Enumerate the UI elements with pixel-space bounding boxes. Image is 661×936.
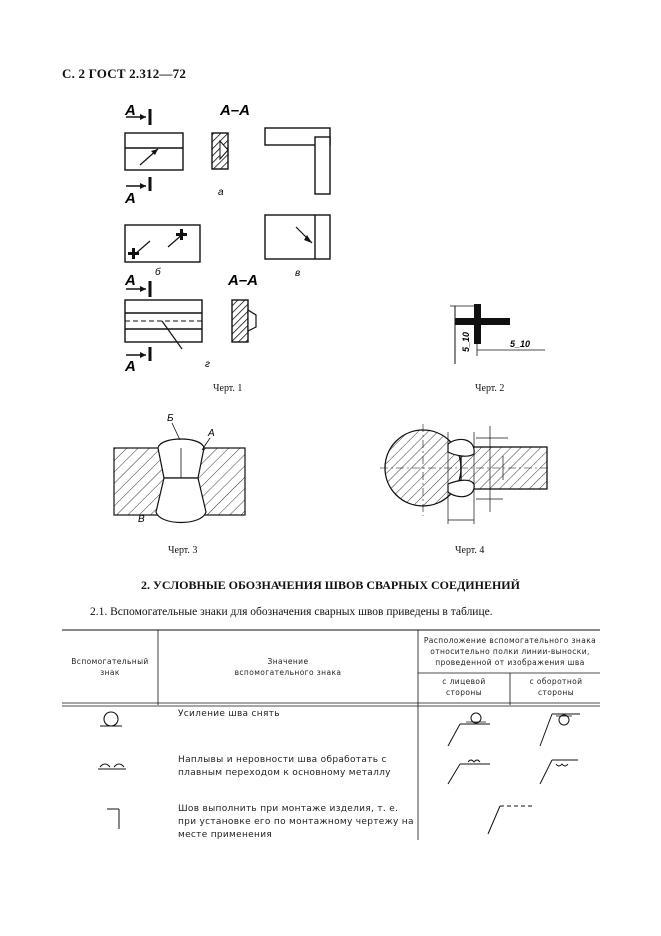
fig2-dim-horizontal: 5_10 bbox=[510, 339, 531, 349]
svg-text:А: А bbox=[125, 190, 136, 207]
table-row-3-meaning: Шов выполнить при монтаже изделия, т. е. при установке его по монтажному чертежу на месте применения bbox=[178, 804, 414, 840]
fig3-label-b: Б bbox=[167, 413, 174, 424]
row1-front-leader-icon bbox=[440, 706, 500, 750]
page-header: С. 2 ГОСТ 2.312—72 bbox=[62, 66, 187, 81]
svg-text:А: А bbox=[125, 358, 136, 375]
fig2-dim-vertical: 5_10 bbox=[461, 331, 471, 352]
site-weld-sign-icon bbox=[104, 805, 122, 831]
smooth-transition-sign-icon bbox=[96, 757, 128, 773]
figure-1-caption: Черт. 1 bbox=[213, 383, 243, 394]
row3-leader-icon bbox=[482, 798, 542, 838]
table-header-sign: Вспомогательный знак bbox=[71, 657, 149, 677]
fig1-sub-a: а bbox=[218, 187, 224, 198]
fig1-section-label-top: А–А bbox=[220, 102, 251, 119]
row1-back-leader-icon bbox=[532, 706, 592, 750]
table-header-meaning: Значение вспомогательного знака bbox=[234, 657, 342, 677]
fig1-sub-b: б bbox=[155, 267, 161, 278]
svg-text:А: А bbox=[125, 272, 136, 289]
figure-3-caption: Черт. 3 bbox=[168, 545, 198, 556]
table-header-front: с лицевой стороны bbox=[442, 677, 486, 697]
fig3-label-a: А bbox=[208, 428, 215, 439]
table-header-back: с оборотной стороны bbox=[529, 677, 583, 697]
table-header-position: Расположение вспомогательного знака относительно полки линии-выноски, проведенной от изображения шва bbox=[423, 636, 597, 667]
table-row-2-meaning: Наплывы и неровности шва обработать с плавным переходом к основному металлу bbox=[178, 755, 391, 778]
row2-front-leader-icon bbox=[440, 750, 500, 788]
fig3-label-v: В bbox=[138, 514, 145, 525]
table-row-1-meaning: Усиление шва снять bbox=[178, 709, 280, 719]
section-intro: 2.1. Вспомогательные знаки для обозначения сварных швов приведены в таблице. bbox=[90, 606, 493, 618]
fig1-section-label-bottom: А–А bbox=[228, 272, 259, 289]
row2-back-leader-icon bbox=[532, 750, 592, 788]
fig1-sub-v: в bbox=[295, 268, 301, 279]
fig1-arrow-label: А bbox=[125, 102, 136, 119]
fig1-sub-g: г bbox=[205, 359, 210, 370]
figure-4-caption: Черт. 4 bbox=[455, 545, 485, 556]
figure-2-caption: Черт. 2 bbox=[475, 383, 505, 394]
remove-reinforcement-sign-icon bbox=[98, 710, 124, 730]
section-title: 2. УСЛОВНЫЕ ОБОЗНАЧЕНИЯ ШВОВ СВАРНЫХ СОЕДИНЕНИЙ bbox=[141, 578, 520, 592]
